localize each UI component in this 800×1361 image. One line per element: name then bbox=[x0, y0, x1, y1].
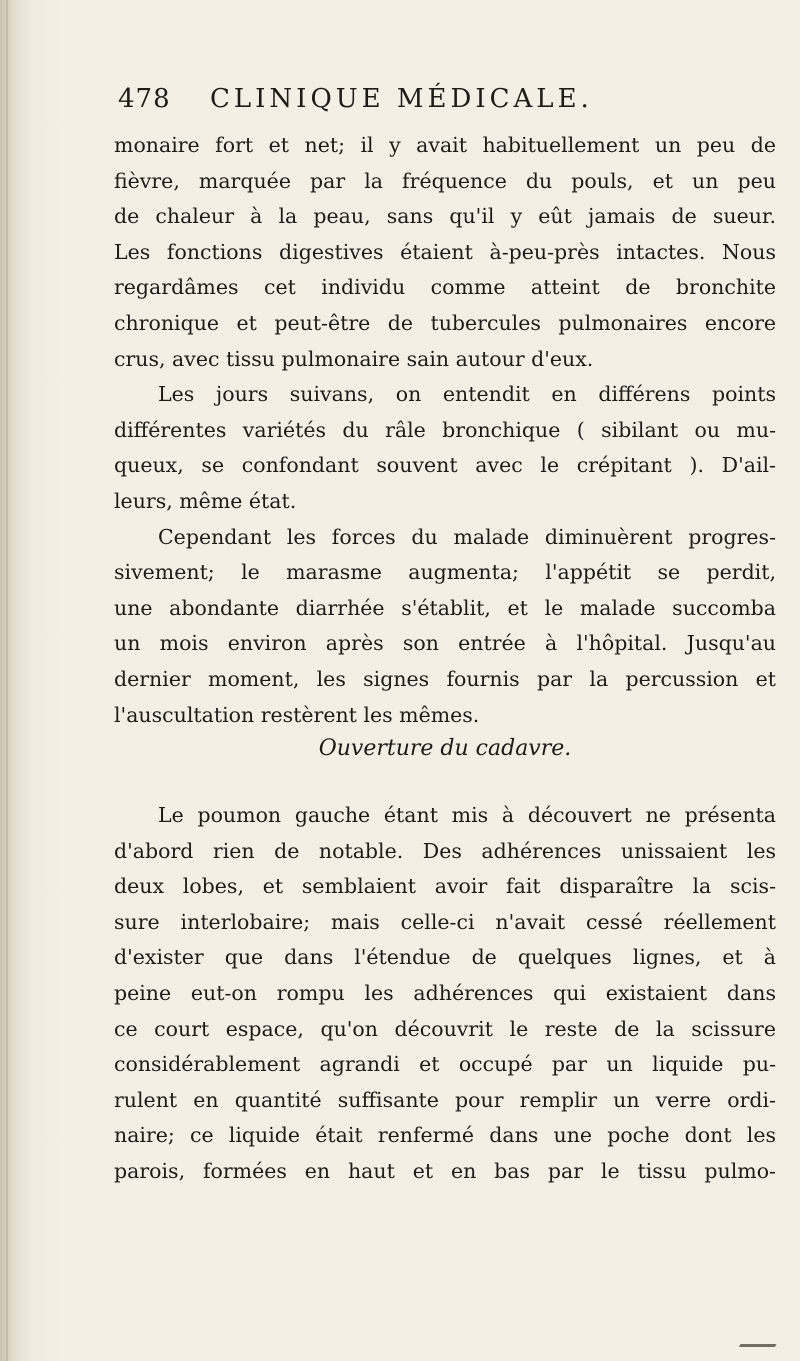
running-title: CLINIQUE MÉDICALE. bbox=[210, 84, 593, 114]
text-line: Cependant les forces du malade diminuèrent progres- bbox=[158, 524, 776, 549]
text-line: l'auscultation restèrent les mêmes. bbox=[114, 702, 480, 727]
text-line: Le poumon gauche étant mis à découvert ne présenta bbox=[158, 803, 776, 827]
page-gutter bbox=[6, 0, 8, 1361]
page-corner-mark bbox=[739, 1336, 781, 1347]
text-line: une abondante diarrhée s'établit, et le malade succomba bbox=[114, 595, 776, 620]
text-line: Les fonctions digestives étaient à-peu-près intactes. Nous bbox=[114, 239, 776, 264]
text-line: parois, formées en haut et en bas par le tissu pulmo- bbox=[114, 1158, 776, 1183]
running-head bbox=[118, 84, 778, 124]
page-number: 478 bbox=[118, 84, 171, 114]
text-line: sivement; le marasme augmenta; l'appétit se perdit, bbox=[114, 560, 776, 585]
body-text-after-heading bbox=[114, 798, 776, 1190]
text-line: deux lobes, et semblaient avoir fait disparaître la scis- bbox=[114, 874, 776, 899]
text-line: ce court espace, qu'on découvrit le reste de la scissure bbox=[114, 1016, 776, 1041]
text-line: dernier moment, les signes fournis par la percussion et bbox=[114, 666, 776, 691]
text-line: sure interlobaire; mais celle-ci n'avait cessé réellement bbox=[114, 909, 776, 934]
text-line: queux, se confondant souvent avec le crépitant ). D'ail- bbox=[114, 453, 776, 478]
text-line: un mois environ après son entrée à l'hôpital. Jusqu'au bbox=[114, 631, 776, 656]
text-line: leurs, même état. bbox=[114, 488, 297, 513]
text-line: peine eut-on rompu les adhérences qui existaient dans bbox=[114, 980, 776, 1005]
text-line: différentes variétés du râle bronchique ( sibilant ou mu- bbox=[114, 417, 776, 442]
text-line: fièvre, marquée par la fréquence du pouls, et un peu bbox=[114, 168, 776, 193]
text-line: regardâmes cet individu comme atteint de bronchite bbox=[114, 275, 776, 300]
body-text-before-heading bbox=[114, 128, 776, 733]
text-line: crus, avec tissu pulmonaire sain autour d'eux. bbox=[114, 346, 594, 371]
text-line: de chaleur à la peau, sans qu'il y eût jamais de sueur. bbox=[114, 204, 776, 229]
text-line: d'abord rien de notable. Des adhérences unissaient les bbox=[114, 838, 776, 863]
text-line: Les jours suivans, on entendit en différens points bbox=[158, 382, 776, 407]
text-line: naire; ce liquide était renfermé dans une poche dont les bbox=[114, 1123, 776, 1148]
text-line: considérablement agrandi et occupé par un liquide pu- bbox=[114, 1052, 776, 1077]
section-heading: Ouverture du cadavre. bbox=[318, 736, 572, 761]
text-line: chronique et peut-être de tubercules pulmonaires encore bbox=[114, 310, 776, 335]
text-line: monaire fort et net; il y avait habituellement un peu de bbox=[114, 133, 776, 157]
text-line: d'exister que dans l'étendue de quelques lignes, et à bbox=[114, 945, 776, 970]
text-line: rulent en quantité suffisante pour remplir un verre ordi- bbox=[114, 1087, 776, 1112]
